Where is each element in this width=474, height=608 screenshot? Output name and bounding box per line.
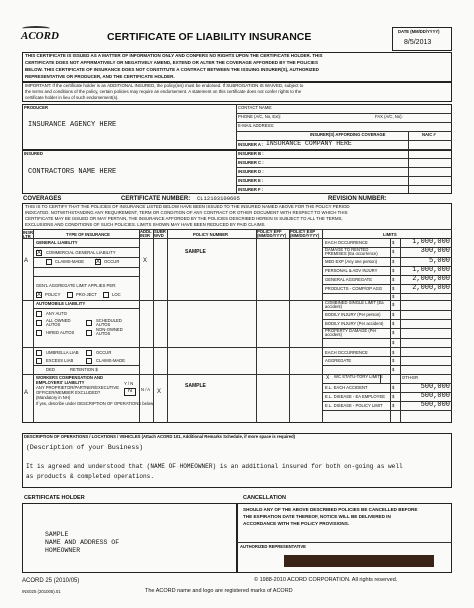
loc-checkbox[interactable] [103,292,109,298]
date-value: 8/5/2013 [404,39,432,46]
description-line-3: as products & completed operations. [26,473,154,480]
description-line-1: (Description of your Business) [26,444,144,451]
gl-limit-dollar-1: $ [392,249,395,254]
gl-limit-dollar-4: $ [392,277,395,282]
coverage-statement-2: INDICATED. NOTWITHSTANDING ANY REQUIREMENT, TERM OR CONDITION OF ANY CONTRACT OR OTHER DOCUMENT WITH RESPECT TO WHICH THIS [25,210,348,215]
important-line-3: certificate holder in lieu of such endorsement(s). [25,95,119,100]
fax-label: FAX (A/C, No): [375,114,403,119]
ded-label: DED [46,367,55,372]
important-line-1: IMPORTANT: If the certificate holder is an ADDITIONAL INSURED, the policy(ies) must be endorsed. If SUBROGATION IS WAIVED, subject to [25,83,304,88]
gen-aggregate-label: GEN'L AGGREGATE LIMIT APPLIES PER: [36,283,117,288]
workers-subr-mark: X [157,389,162,395]
wc-limit-value-0: 500,000 [420,383,450,391]
insurer-a-name: INSURANCE COMPANY HERE [266,140,352,147]
insurer-f-label: INSURER F : [238,187,264,192]
gl-limit-label-5: PRODUCTS - COMP/OP AGG [325,286,383,291]
cancellation-line-3: ACCORDANCE WITH THE POLICY PROVISIONS. [243,521,350,526]
policy-label: POLICY [45,292,61,297]
non-owned-checkbox[interactable] [86,330,92,336]
col-policy-number: POLICY NUMBER [193,232,229,237]
non-owned-label: NON-OWNED AUTOS [96,327,123,337]
col-type: TYPE OF INSURANCE [66,232,110,237]
date-label: DATE (MM/DD/YYYY) [398,29,440,34]
umbrella-checkbox[interactable] [36,350,42,356]
occur-checkbox[interactable]: X [96,259,101,265]
gl-limit-value-2: 5,000 [428,257,450,265]
description-label: DESCRIPTION OF OPERATIONS / LOCATIONS / VEHICLES (Attach ACORD 101, Additional Remarks Schedule, if more space is required) [24,434,296,439]
policy-checkbox[interactable]: X [37,292,42,298]
notice-line-2: CERTIFICATE DOES NOT AFFIRMATIVELY OR NEGATIVELY AMEND, EXTEND OR ALTER THE COVERAGE AFFORDED BY THE POLICIES [25,60,318,65]
any-auto-label: ANY AUTO [46,311,68,316]
commercial-gl-checkbox[interactable]: X [37,250,42,256]
authorized-rep-label: AUTHORIZED REPRESENTATIVE [240,544,306,549]
important-line-2: the terms and conditions of the policy, certain policies may require an endorsement. A statement on this certificate does not confer rights to the [25,89,302,94]
gl-limit-value-4: 2,000,000 [412,275,450,283]
gl-limit-dollar-6: $ [392,294,395,299]
wc-statutory-mark: X [326,375,330,381]
coverage-statement-1: THIS IS TO CERTIFY THAT THE POLICIES OF INSURANCE LISTED BELOW HAVE BEEN ISSUED TO THE INSURED NAMED ABOVE FOR THE POLICY PERIOD [25,204,350,209]
general-policy-number: SAMPLE [185,249,206,255]
wc-limit-value-2: 500,000 [420,401,450,409]
workers-n-mark: N [128,388,132,394]
umbrella-occur-label: OCCUR [96,350,112,355]
loc-label: LOC [112,292,121,297]
cancellation-label: CANCELLATION [243,495,286,501]
insured-label: INSURED [24,151,43,156]
cert-number-label: CERTIFICATE NUMBER: [121,196,191,202]
coverage-statement-3: CERTIFICATE MAY BE ISSUED OR MAY PERTAIN, THE INSURANCE AFFORDED BY THE POLICIES DESCRIBED HEREIN IS SUBJECT TO ALL THE TERMS, [25,216,343,221]
scheduled-checkbox[interactable] [86,320,92,326]
cert-number: CL12103100605 [197,195,240,202]
hired-label: HIRED AUTOS [46,330,75,335]
insurer-c-label: INSURER C : [238,160,264,165]
auto-limit-dollar-4: $ [392,340,395,345]
insurers-affording-label: INSURER(S) AFFORDING COVERAGE [310,132,386,137]
auto-limit-dollar-3: $ [392,330,395,335]
workers-yn: Y / N [124,381,134,386]
gl-limit-dollar-3: $ [392,268,395,273]
certificate-holder-label: CERTIFICATE HOLDER [24,495,85,501]
gl-limit-label-4: GENERAL AGGREGATE [325,277,373,282]
insurer-a-label: INSURER A : [238,142,264,147]
naic-label: NAIC # [422,132,436,137]
wc-limit-dollar-2: $ [392,403,395,408]
copyright: © 1988-2010 ACORD CORPORATION. All rights reserved. [254,577,398,583]
claims-made-checkbox[interactable] [46,259,52,265]
gl-limit-label-3: PERSONAL & ADV INJURY [325,268,378,273]
col-subr: SUBR WVD [154,229,166,239]
wc-limit-label-0: E.L. EACH ACCIDENT [325,385,368,390]
holder-line-2: NAME AND ADDRESS OF [45,539,120,546]
wc-limit-value-1: 500,000 [420,392,450,400]
email-label: E-MAIL ADDRESS: [238,123,275,128]
project-label: PRO-JECT [76,292,97,297]
gl-limit-dollar-2: $ [392,259,395,264]
auto-limit-dollar-1: $ [392,312,395,317]
workers-policy-number: SAMPLE [185,383,206,389]
col-policy-eff: POLICY EFF (MM/DD/YYYY) [257,229,287,239]
retention-label: RETENTION $ [70,367,98,372]
trademark: The ACORD name and logo are registered marks of ACORD [145,588,293,594]
notice-line-3: BELOW. THIS CERTIFICATE OF INSURANCE DOES NOT CONSTITUTE A CONTRACT BETWEEN THE ISSUING INSURER(S), AUTHORIZED [25,67,319,72]
all-owned-label: ALL OWNED AUTOS [46,318,71,328]
excess-label: EXCESS LIAB [46,358,74,363]
holder-line-1: SAMPLE [45,531,69,538]
auto-limit-label-3: PROPERTY DAMAGE (Per accident) [325,328,377,338]
signature-redaction [284,555,434,567]
auto-liability-title: AUTOMOBILE LIABILITY [36,301,86,306]
general-addl-mark: X [143,258,148,264]
insured-name: CONTRACTORS NAME HERE [28,168,117,176]
gl-limit-label-2: MED EXP (Any one person) [325,259,378,264]
contact-name-label: CONTACT NAME: [238,105,273,110]
col-addl: ADDL INSR [140,229,152,239]
any-auto-checkbox[interactable] [36,311,42,317]
auto-limit-label-1: BODILY INJURY (Per person) [325,312,381,317]
umbrella-limit-dollar-0: $ [392,350,395,355]
gl-limit-value-3: 1,000,000 [412,266,450,274]
umbrella-limit-label-1: AGGREGATE [325,358,352,363]
producer-label: PRODUCER [24,105,48,110]
wc-oth-label: OTH-ER [402,375,419,380]
certificate-title: CERTIFICATE OF LIABILITY INSURANCE [107,31,312,43]
insurer-d-label: INSURER D : [238,169,264,174]
workers-insurer-letter: A [24,390,29,396]
gl-limit-label-1: DAMAGE TO RENTED PREMISES (Ea occurrence) [325,247,378,257]
workers-na: N / A [141,387,151,392]
workers-comp-line-3: (Mandatory in NH) [36,395,71,400]
umbrella-limit-label-0: EACH OCCURRENCE [325,350,368,355]
insurer-e-label: INSURER E : [238,178,264,183]
commercial-gl-label: COMMERCIAL GENERAL LIABILITY [46,250,116,255]
cancellation-line-1: SHOULD ANY OF THE ABOVE DESCRIBED POLICIES BE CANCELLED BEFORE [243,507,418,512]
all-owned-checkbox[interactable] [36,320,42,326]
form-number: ACORD 25 (2010/05) [22,578,80,584]
auto-limit-label-2: BODILY INJURY (Per accident) [325,321,384,326]
umbrella-occur-checkbox[interactable] [86,350,92,356]
ins-code: INS025 (201005).01 [22,589,61,594]
wc-limit-dollar-0: $ [392,385,395,390]
producer-name: INSURANCE AGENCY HERE [28,121,117,129]
general-insurer-letter: A [24,258,29,264]
hired-checkbox[interactable] [36,330,42,336]
workers-comp-line-2: ANY PROPRIETOR/PARTNER/EXECUTIVE OFFICER/MEMBER EXCLUDED? [36,385,119,395]
umbrella-claims-checkbox[interactable] [86,358,92,364]
coverages-label: COVERAGES [23,196,62,202]
holder-line-3: HOMEOWNER [45,547,81,554]
auto-limit-dollar-0: $ [392,302,395,307]
acord-logo-mark [22,26,50,31]
cancellation-line-2: THE EXPIRATION DATE THEREOF, NOTICE WILL BE DELIVERED IN [243,514,391,519]
phone-label: PHONE (A/C, No, Ext): [238,114,282,119]
occur-label: OCCUR [104,259,120,264]
project-checkbox[interactable] [67,292,73,298]
gl-limit-value-1: 300,000 [420,247,450,255]
umbrella-limit-dollar-2: $ [392,367,395,372]
gl-limit-value-0: 1,000,000 [412,238,450,246]
wc-limit-label-2: E.L. DISEASE - POLICY LIMIT [325,403,383,408]
excess-checkbox[interactable] [36,358,42,364]
auto-limit-dollar-2: $ [392,321,395,326]
wc-limit-label-1: E.L. DISEASE - EA EMPLOYEE [325,394,386,399]
notice-line-4: REPRESENTATIVE OR PRODUCER, AND THE CERTIFICATE HOLDER. [25,74,175,79]
umbrella-label: UMBRELLA LIAB [46,350,79,355]
wc-statutory-label: WC STATU-TORY LIMITS [334,374,383,379]
gl-limit-value-5: 2,000,000 [412,284,450,292]
coverage-statement-4: EXCLUSIONS AND CONDITIONS OF SUCH POLICIES. LIMITS SHOWN MAY HAVE BEEN REDUCED BY PAID CLAIMS. [25,222,266,227]
umbrella-claims-label: CLAIMS-MADE [96,358,126,363]
insurer-b-label: INSURER B : [238,151,264,156]
col-policy-exp: POLICY EXP (MM/DD/YYYY) [290,229,320,239]
gl-limit-label-0: EACH OCCURRENCE [325,240,368,245]
workers-comp-title: WORKERS COMPENSATION AND EMPLOYERS' LIABILITY [36,375,103,385]
general-liability-title: GENERAL LIABILITY [36,240,78,245]
notice-line-1: THIS CERTIFICATE IS ISSUED AS A MATTER OF INFORMATION ONLY AND CONFERS NO RIGHTS UPON THE CERTIFICATE HOLDER. THIS [25,53,323,58]
revision-number-label: REVISION NUMBER: [328,196,387,202]
col-insr-ltr: INSR LTR [23,230,34,240]
description-line-2: It is agreed and understood that (NAME OF HOMEOWNER) is an additional insured for both on-going as well [26,463,403,470]
scheduled-label: SCHEDULED AUTOS [96,318,122,328]
gl-limit-dollar-5: $ [392,286,395,291]
workers-comp-line-4: If yes, describe under DESCRIPTION OF OPERATIONS below [36,401,154,406]
wc-limit-dollar-1: $ [392,394,395,399]
col-limits: LIMITS [383,232,397,237]
auto-limit-label-0: COMBINED SINGLE LIMIT (Ea accident) [325,300,384,310]
gl-limit-dollar-0: $ [392,240,395,245]
claims-made-label: CLAIMS-MADE [55,259,85,264]
umbrella-limit-dollar-1: $ [392,358,395,363]
acord-logo: ACORD [21,30,59,42]
